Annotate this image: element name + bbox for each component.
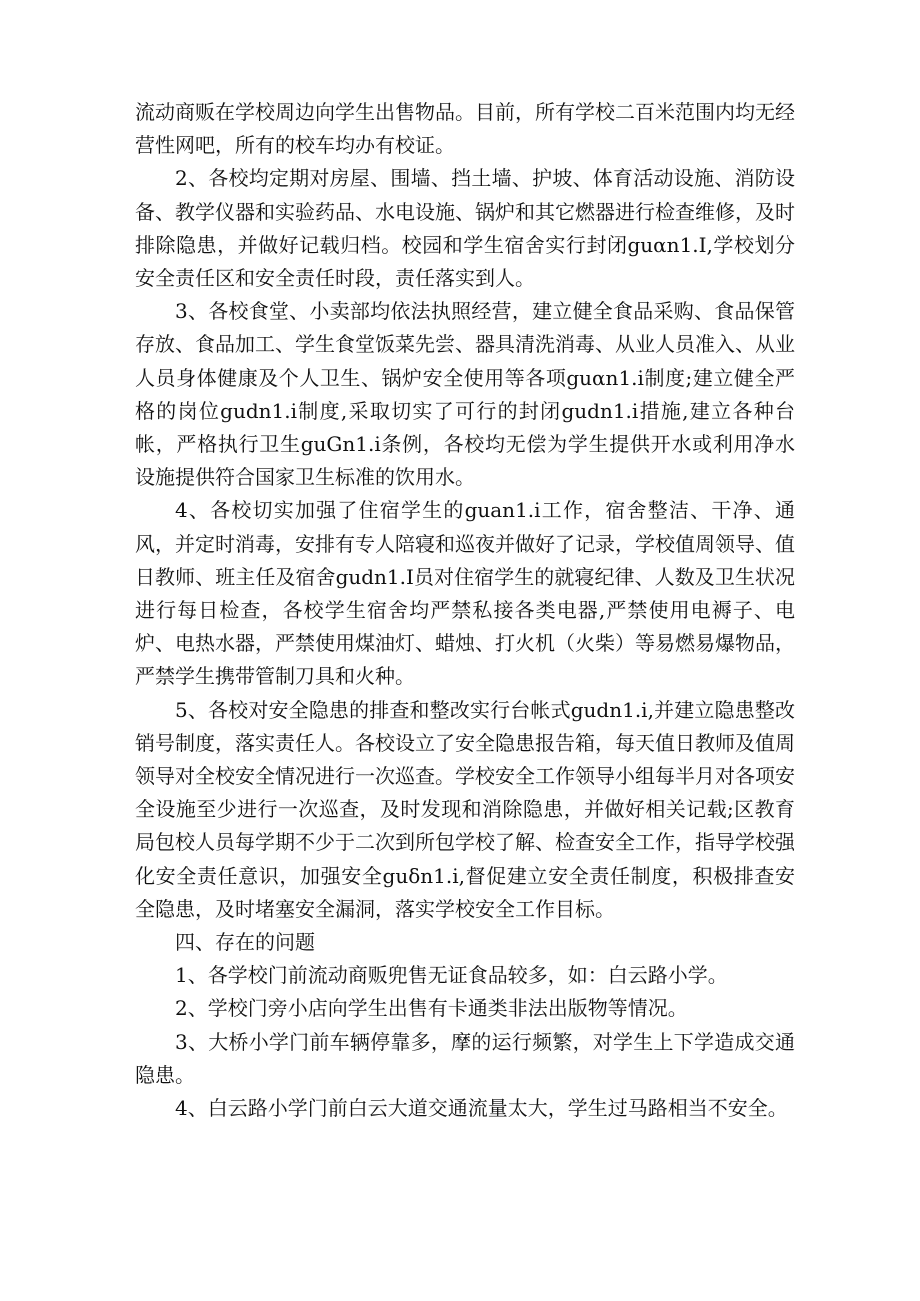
paragraph-3: 3、各校食堂、小卖部均依法执照经营，建立健全食品采购、食品保管存放、食品加工、学生食堂饭菜先尝、器具清洗消毒、从业人员准入、从业人员身体健康及个人卫生、锅炉安全使用等各项guαn1.i制度;建立健全严格的岗位gudn1.i制度,采取切实了可行的封闭gudn1.i措施,建立各种台帐，严格执行卫生guGn1.i条例，各校均无偿为学生提供开水或利用净水设施提供符合国家卫生标准的饮用水。 [135,299,795,490]
paragraph-5: 5、各校对安全隐患的排查和整改实行台帐式gudn1.i,并建立隐患整改销号制度，落实责任人。各校设立了安全隐患报告箱，每天值日教师及值周领导对全校安全情况进行一次巡查。学校安全工作领导小组每半月对各项安全设施至少进行一次巡查，及时发现和消除隐患，并做好相关记载;区教育局包校人员每学期不少于二次到所包学校了解、检查安全工作，指导学校强化安全责任意识，加强安全guδn1.i,督促建立安全责任制度，积极排查安全隐患，及时堵塞安全漏洞，落实学校安全工作目标。 [135,697,795,921]
paragraph-4: 4、各校切实加强了住宿学生的guan1.i工作，宿舍整洁、干净、通风，并定时消毒，安排有专人陪寝和巡夜并做好了记录，学校值周领导、值日教师、班主任及宿舍gudn1.I员对住宿学生的就寝纪律、人数及卫生状况进行每日检查，各校学生宿舍均严禁私接各类电器,严禁使用电褥子、电炉、电热水器，严禁使用煤油灯、蜡烛、打火机（火柴）等易燃易爆物品，严禁学生携带管制刀具和火种。 [135,498,795,689]
problem-item-2: 2、学校门旁小店向学生出售有卡通类非法出版物等情况。 [175,996,688,1021]
paragraph-continuation: 流动商贩在学校周边向学生出售物品。目前，所有学校二百米范围内均无经营性网吧，所有的校车均办有校证。 [135,100,795,158]
problem-item-1: 1、各学校门前流动商贩兜售无证食品较多，如：白云路小学。 [175,963,728,988]
paragraph-2: 2、各校均定期对房屋、围墙、挡土墙、护坡、体育活动设施、消防设备、教学仪器和实验药品、水电设施、锅炉和其它燃器进行检查维修，及时排除隐患，并做好记载归档。校园和学生宿舍实行封闭guαn1.I,学校划分安全责任区和安全责任时段，责任落实到人。 [135,166,795,291]
problem-item-4: 4、白云路小学门前白云大道交通流量太大，学生过马路相当不安全。 [175,1096,788,1121]
document-page [135,96,795,1125]
section-heading: 四、存在的问题 [175,930,315,955]
problem-item-3: 3、大桥小学门前车辆停靠多，摩的运行频繁，对学生上下学造成交通隐患。 [135,1029,795,1087]
